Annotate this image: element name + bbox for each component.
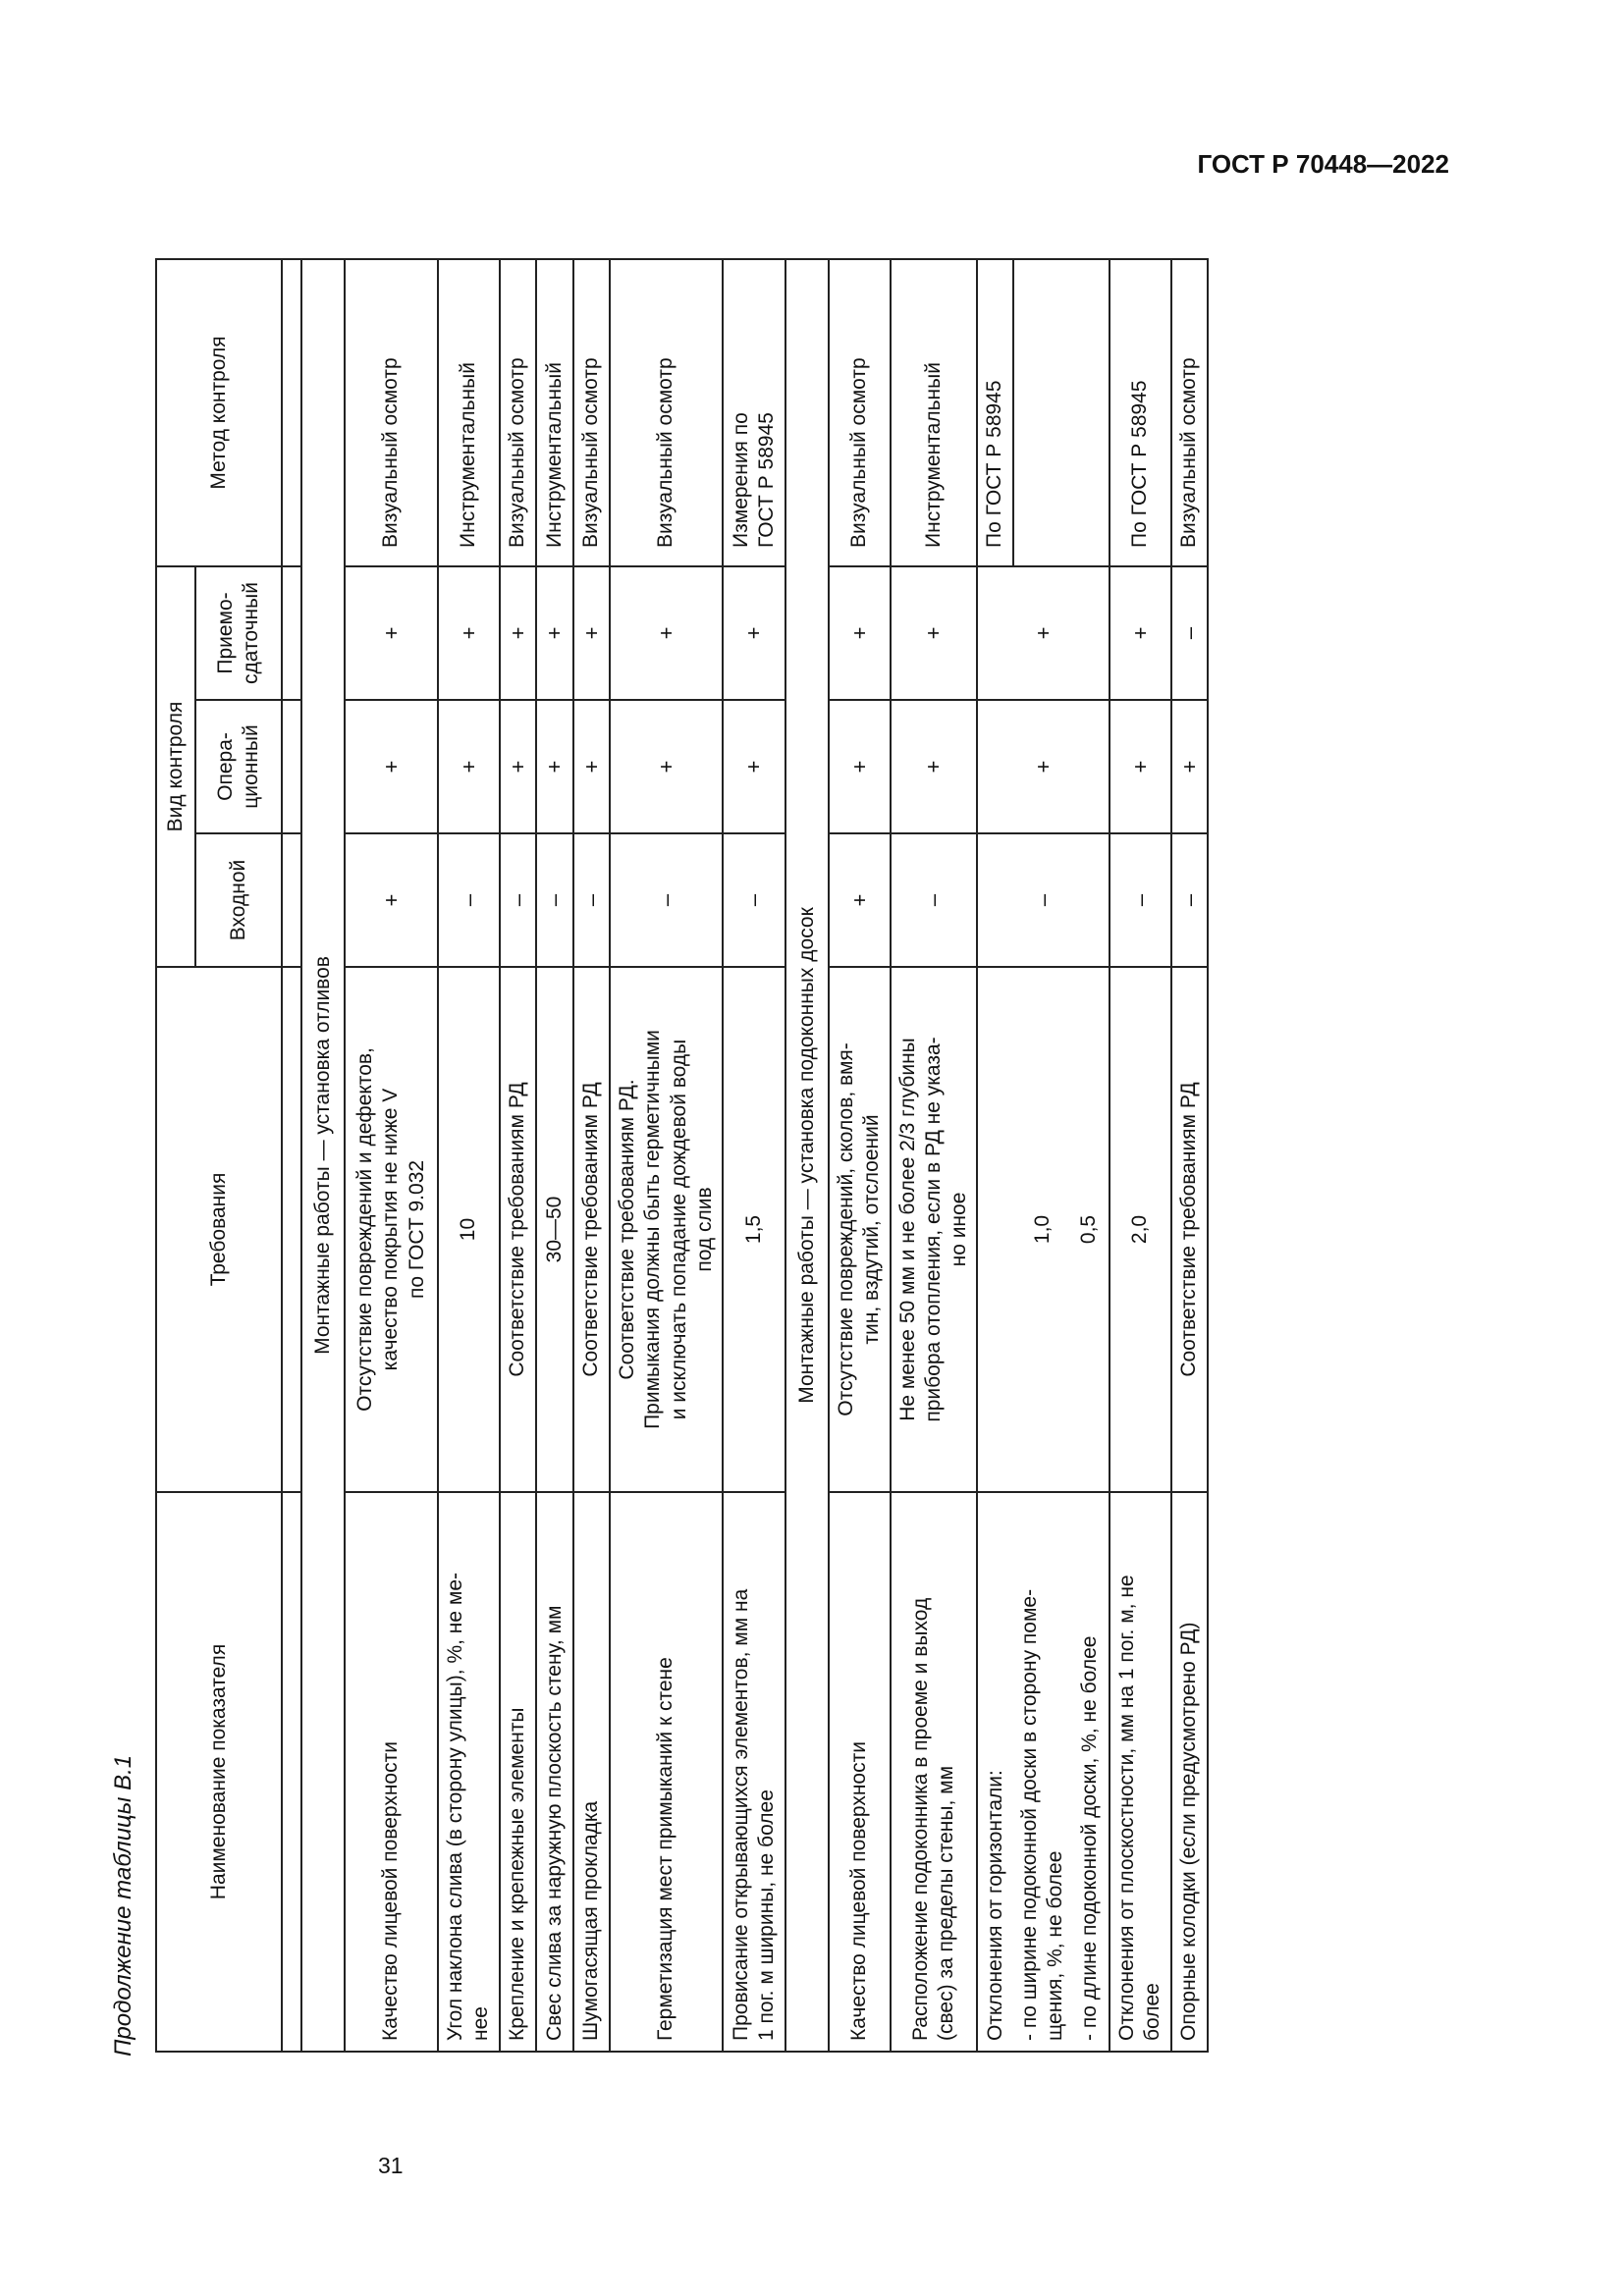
operational-mark: + [1110,700,1171,833]
requirement-cell: Соответствие требованиям РД. Примыкания должны быть герметичными и исключать попадание дождевой воды под слив [610,967,723,1492]
incoming-mark: – [536,833,573,967]
requirement-cell: 2,0 [1110,967,1171,1492]
indicator-cell: Расположение подоконника в проеме и выход (свес) за пределы стены, мм [891,1492,978,2052]
header-requirements: Требования [156,967,282,1492]
header-indicator: Наименование показателя [156,1492,282,2052]
operational-mark: + [829,700,891,833]
acceptance-mark: + [829,566,891,700]
indicator-cell: Шумогасящая прокладка [573,1492,611,2052]
header-acceptance: Приемо- сдаточный [195,566,282,700]
method-cell: Измерения по ГОСТ Р 58945 [723,259,785,566]
indicator-cell: Отклонения от плоскостности, мм на 1 пог. м, не более [1110,1492,1171,2052]
indicator-cell: Качество лицевой поверхности [345,1492,438,2052]
table-row [723,259,785,2052]
requirement-cell: 30—50 [536,967,573,1492]
method-cell: Визуальный осмотр [829,259,891,566]
incoming-mark: – [573,833,611,967]
indicator-subcell: - по длине подоконной доски, %, не более [1072,1492,1110,2052]
method-cell: Визуальный осмотр [500,259,537,566]
table-row [345,259,438,2052]
deviation-values [1016,968,1109,1491]
acceptance-mark: + [891,566,978,700]
header-incoming: Входной [195,833,282,967]
document-id: ГОСТ Р 70448—2022 [1197,149,1449,179]
indicator-cell: Отклонения от горизонтали: [977,1492,1012,2052]
requirement-cell: Соответствие требованиям РД [573,967,611,1492]
table-row [536,259,573,2052]
acceptance-mark: + [1110,566,1171,700]
page-number: 31 [378,2153,404,2178]
incoming-mark: + [829,833,891,967]
incoming-mark: – [1171,833,1209,967]
incoming-mark: – [723,833,785,967]
incoming-mark: – [1110,833,1171,967]
table-row [610,259,723,2052]
operational-mark: + [536,700,573,833]
table-row [891,259,978,2052]
indicator-cell: Свес слива за наружную плоскость стену, мм [536,1492,573,2052]
requirement-cell: 10 [438,967,500,1492]
section-row [301,259,345,2052]
table-caption: Продолжение таблицы В.1 [110,1754,136,2056]
indicator-cell: Угол наклона слива (в сторону улицы), %, не ме- нее [438,1492,500,2052]
table-row [1171,259,1209,2052]
method-cell: Визуальный осмотр [610,259,723,566]
method-cell: Визуальный осмотр [573,259,611,566]
method-cell-empty [1013,259,1110,566]
table-row [438,259,500,2052]
requirement-cell: 1,5 [723,967,785,1492]
incoming-mark: – [610,833,723,967]
method-cell: Инструментальный [536,259,573,566]
requirement-cell: Отсутствие повреждений, сколов, вмя- тин, вздутий, отслоений [829,967,891,1492]
header-operational: Опера- ционный [195,700,282,833]
acceptance-mark: + [723,566,785,700]
incoming-mark: – [891,833,978,967]
method-cell: По ГОСТ Р 58945 [1110,259,1171,566]
acceptance-mark: + [438,566,500,700]
control-table [155,258,1209,2053]
operational-mark: + [610,700,723,833]
header-control-type: Вид контроля [156,566,195,967]
acceptance-mark: – [1171,566,1209,700]
section-title-windowsill: Монтажные работы — установка подоконных досок [785,259,829,2052]
acceptance-mark: + [977,566,1110,700]
indicator-cell: Крепление и крепежные элементы [500,1492,537,2052]
requirement-cell: Соответствие требованиям РД [1171,967,1209,1492]
indicator-cell: Герметизация мест примыканий к стене [610,1492,723,2052]
operational-mark: + [345,700,438,833]
acceptance-mark: + [345,566,438,700]
incoming-mark: – [438,833,500,967]
operational-mark: + [573,700,611,833]
incoming-mark: – [500,833,537,967]
indicator-subcell: - по ширине подоконной доски в сторону поме- щения, %, не более [1013,1492,1073,2052]
requirement-cell: Соответствие требованиям РД [500,967,537,1492]
acceptance-mark: + [573,566,611,700]
method-cell: Визуальный осмотр [1171,259,1209,566]
table-row [977,259,1012,2052]
operational-mark: + [500,700,537,833]
deviation-length-value: 0,5 [1077,1214,1100,1245]
method-cell: По ГОСТ Р 58945 [977,259,1012,566]
header-method: Метод контроля [156,259,282,566]
deviation-width-value: 1,0 [1031,1214,1054,1245]
operational-mark: + [1171,700,1209,833]
incoming-mark: + [345,833,438,967]
acceptance-mark: + [500,566,537,700]
table-row [500,259,537,2052]
table-row [573,259,611,2052]
requirement-cell: Отсутствие повреждений и дефектов, качество покрытия не ниже V по ГОСТ 9.032 [345,967,438,1492]
method-cell: Инструментальный [438,259,500,566]
indicator-cell: Провисание открывающихся элементов, мм на 1 пог. м ширины, не более [723,1492,785,2052]
operational-mark: + [891,700,978,833]
requirement-cell: Не менее 50 мм и не более 2/3 глубины прибора отопления, если в РД не указа- но иное [891,967,978,1492]
table-row [1110,259,1171,2052]
operational-mark: + [438,700,500,833]
operational-mark: + [977,700,1110,833]
table-body [301,259,1208,2052]
indicator-cell: Качество лицевой поверхности [829,1492,891,2052]
incoming-mark: – [977,833,1110,967]
indicator-cell: Опорные колодки (если предусмотрено РД) [1171,1492,1209,2052]
method-cell: Инструментальный [891,259,978,566]
acceptance-mark: + [536,566,573,700]
method-cell: Визуальный осмотр [345,259,438,566]
requirement-cell [977,967,1110,1492]
section-row [785,259,829,2052]
table-row [829,259,891,2052]
operational-mark: + [723,700,785,833]
section-title-drainage: Монтажные работы — установка отливов [301,259,345,2052]
acceptance-mark: + [610,566,723,700]
